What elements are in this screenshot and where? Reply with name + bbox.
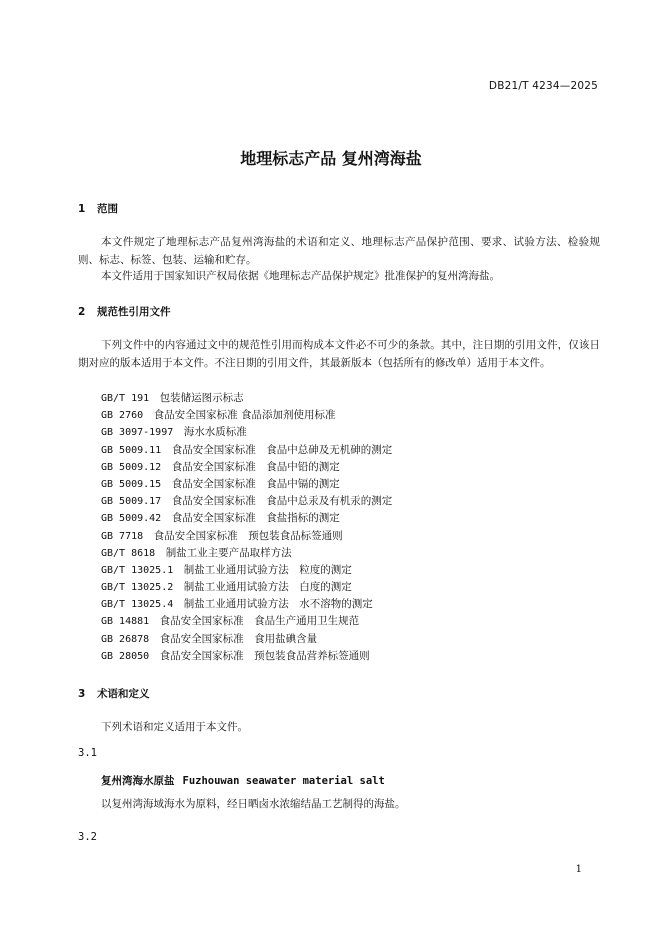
reference-title: 海水水质标准 — [183, 426, 247, 439]
reference-item — [101, 596, 392, 613]
reference-item — [101, 545, 392, 562]
reference-title: 食品安全国家标准 食盐指标的测定 — [171, 512, 340, 525]
reference-code: GB/T 191 — [101, 393, 150, 404]
reference-item — [101, 562, 392, 579]
reference-code: GB 3097-1997 — [101, 427, 174, 439]
reference-list — [101, 390, 392, 665]
term-entry — [101, 773, 385, 788]
reference-code: GB 5009.11 — [101, 444, 162, 456]
reference-code: GB 26878 — [101, 633, 150, 645]
reference-code: GB 5009.42 — [101, 513, 162, 525]
reference-code: GB 2760 — [101, 410, 144, 422]
page-title: 地理标志产品 复州湾海盐 — [240, 149, 422, 168]
section-number: 3 — [78, 688, 86, 700]
reference-code: GB 5009.12 — [101, 461, 162, 473]
reference-title: 制盐工业通用试验方法 粒度的测定 — [183, 563, 352, 576]
reference-item — [101, 459, 392, 476]
reference-title: 制盐工业主要产品取样方法 — [165, 546, 292, 559]
reference-code: GB/T 8618 — [101, 547, 156, 559]
reference-code: GB/T 13025.2 — [101, 582, 174, 594]
section-number: 2 — [78, 306, 86, 318]
term-chinese: 复州湾海水原盐 — [101, 775, 175, 787]
reference-code: GB 5009.15 — [101, 478, 162, 490]
reference-code: GB 5009.17 — [101, 496, 162, 508]
reference-code: GB/T 13025.1 — [101, 564, 174, 576]
section-heading-references — [78, 304, 171, 319]
term-english: Fuzhouwan seawater material salt — [182, 775, 385, 787]
reference-title: 制盐工业通用试验方法 水不溶物的测定 — [183, 598, 373, 611]
reference-item — [101, 510, 392, 527]
reference-code: GB/T 13025.4 — [101, 599, 174, 611]
section-title: 规范性引用文件 — [97, 306, 171, 318]
reference-title: 包装储运图示标志 — [159, 392, 244, 404]
reference-title: 食品安全国家标准 食品添加剂使用标准 — [153, 409, 336, 422]
reference-item — [101, 528, 392, 545]
reference-item — [101, 476, 392, 493]
reference-item — [101, 648, 392, 665]
section-number: 1 — [78, 203, 86, 215]
reference-item — [101, 493, 392, 510]
term-definition: 以复州湾海域海水为原料，经日晒卤水浓缩结晶工艺制得的海盐。 — [101, 798, 406, 810]
scope-paragraph-2: 本文件适用于国家知识产权局依据《地理标志产品保护规定》批准保护的复州湾海盐。 — [101, 270, 500, 282]
reference-code: GB 14881 — [101, 616, 150, 628]
clause-number-3-2: 3.2 — [78, 831, 97, 843]
reference-code: GB 28050 — [101, 650, 150, 662]
terms-intro: 下列术语和定义适用于本文件。 — [101, 721, 248, 733]
scope-paragraph-1: 本文件规定了地理标志产品复州湾海盐的术语和定义、地理标志产品保护范围、要求、试验方法、检验规则、标志、标签、包装、运输和贮存。 — [78, 236, 600, 266]
reference-item — [101, 424, 392, 441]
section-heading-terms — [78, 686, 150, 701]
reference-title: 食品安全国家标准 食品生产通用卫生规范 — [159, 615, 360, 628]
reference-title: 食品安全国家标准 食用盐碘含量 — [159, 632, 318, 645]
reference-title: 制盐工业通用试验方法 白度的测定 — [183, 581, 352, 594]
reference-item — [101, 579, 392, 596]
reference-title: 食品安全国家标准 预包装食品标签通则 — [153, 529, 343, 542]
section-title: 范围 — [97, 203, 118, 215]
reference-item — [101, 442, 392, 459]
reference-title: 食品安全国家标准 食品中总砷及无机砷的测定 — [171, 443, 393, 456]
reference-item — [101, 613, 392, 630]
doc-number: DB21/T 4234—2025 — [488, 80, 598, 92]
reference-title: 食品安全国家标准 食品中铅的测定 — [171, 460, 340, 473]
reference-code: GB 7718 — [101, 530, 144, 542]
reference-item — [101, 631, 392, 648]
section-heading-scope — [78, 201, 118, 216]
reference-title: 食品安全国家标准 食品中镉的测定 — [171, 477, 340, 490]
reference-item — [101, 407, 392, 424]
reference-title: 食品安全国家标准 预包装食品营养标签通则 — [159, 649, 370, 662]
reference-item — [101, 390, 392, 407]
references-intro: 下列文件中的内容通过文中的规范性引用而构成本文件必不可少的条款。其中，注日期的引用文件，仅该日期对应的版本适用于本文件。不注日期的引用文件，其最新版本（包括所有的修改单）适用于本文件。 — [78, 339, 600, 369]
page-number: 1 — [575, 864, 582, 875]
section-title: 术语和定义 — [97, 688, 150, 700]
clause-number-3-1: 3.1 — [78, 747, 97, 759]
reference-title: 食品安全国家标准 食品中总汞及有机汞的测定 — [171, 495, 393, 508]
